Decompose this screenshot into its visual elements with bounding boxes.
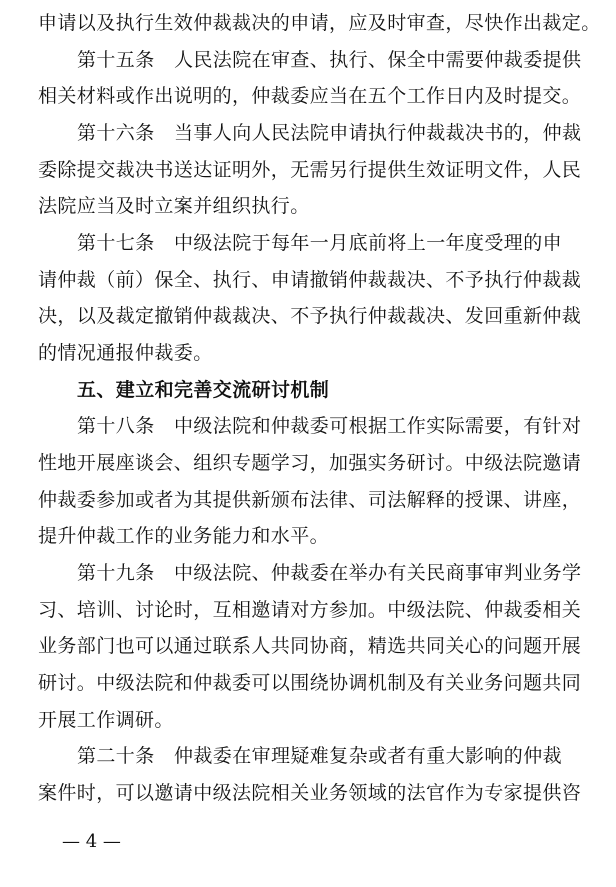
article-18-heading-line: 第十八条 中级法院和仲裁委可根据工作实际需要，有针对 [77,415,582,437]
text-line: 性地开展座谈会、组织专题学习，加强实务研讨。中级法院邀请 [38,452,582,474]
article-16-heading-line: 第十六条 当事人向人民法院申请执行仲裁裁决书的，仲裁 [77,122,582,144]
text-line: 习、培训、讨论时，互相邀请对方参加。中级法院、仲裁委相关 [38,599,582,621]
article-20-heading-line: 第二十条 仲裁委在审理疑难复杂或者有重大影响的仲裁 [77,745,563,767]
text-line: 决，以及裁定撤销仲裁裁决、不予执行仲裁裁决、发回重新仲裁 [38,305,582,327]
section-heading: 五、建立和完善交流研讨机制 [77,379,330,401]
text-line: 法院应当及时立案并组织执行。 [38,195,310,217]
article-19-heading-line: 第十九条 中级法院、仲裁委在举办有关民商事审判业务学 [77,562,582,584]
text-line: 开展工作调研。 [38,709,174,731]
text-line: 申请以及执行生效仲裁裁决的申请，应及时审查，尽快作出裁定。 [38,12,601,34]
text-line: 的情况通报仲裁委。 [38,342,213,364]
article-17-heading-line: 第十七条 中级法院于每年一月底前将上一年度受理的申 [77,232,563,254]
text-line: 案件时，可以邀请中级法院相关业务领域的法官作为专家提供咨 [38,782,582,804]
page-number: — 4 — [62,831,121,852]
article-15-heading-line: 第十五条 人民法院在审查、执行、保全中需要仲裁委提供 [77,49,582,71]
text-line: 仲裁委参加或者为其提供新颁布法律、司法解释的授课、讲座， [38,489,582,511]
text-line: 研讨。中级法院和仲裁委可以围绕协调机制及有关业务问题共同 [38,672,582,694]
text-line: 委除提交裁决书送达证明外，无需另行提供生效证明文件，人民 [38,159,582,181]
text-line: 提升仲裁工作的业务能力和水平。 [38,525,330,547]
text-line: 请仲裁（前）保全、执行、申请撤销仲裁裁决、不予执行仲裁裁 [38,269,582,291]
text-line: 相关材料或作出说明的，仲裁委应当在五个工作日内及时提交。 [38,85,582,107]
text-line: 业务部门也可以通过联系人共同协商，精选共同关心的问题开展 [38,635,582,657]
